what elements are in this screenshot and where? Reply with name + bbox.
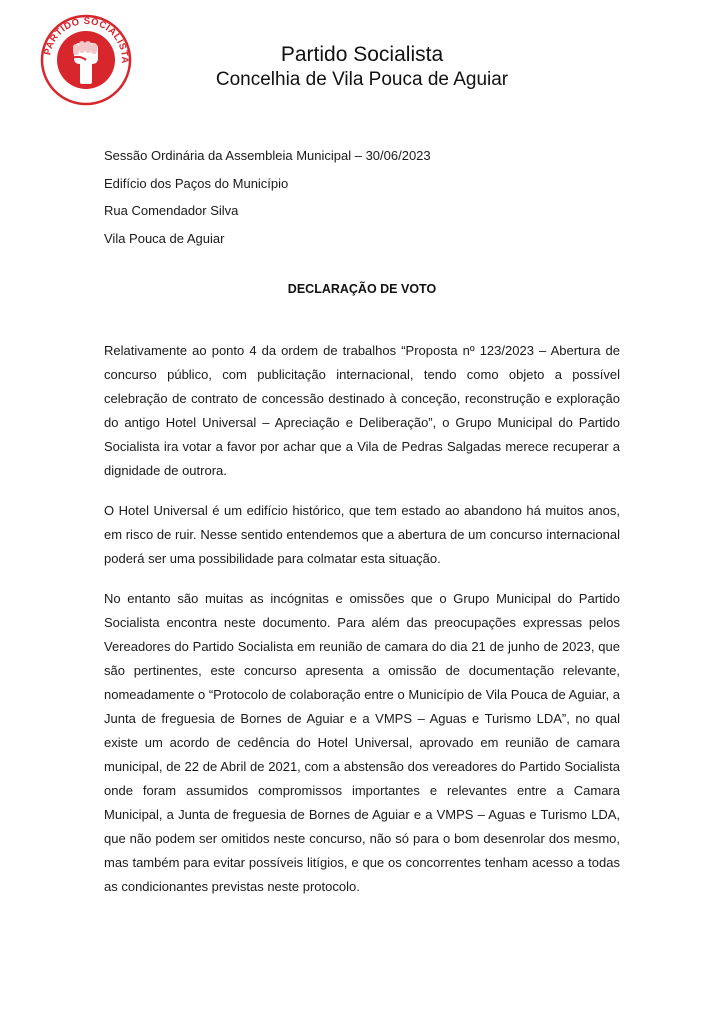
address-line-building: Edifício dos Paços do Município: [104, 175, 289, 191]
address-line-town: Vila Pouca de Aguiar: [104, 230, 225, 246]
party-logo: [40, 14, 132, 106]
branch-name: Concelhia de Vila Pouca de Aguiar: [215, 69, 509, 90]
body-paragraph: No entanto são muitas as incógnitas e omissões que o Grupo Municipal do Partido Socialista encontra neste documento. Para além das preocupações expressas pelos Vereadores do Partido Socialista em reunião de camara do dia 21 de junho de 2023, que são pertinentes, este concurso apresenta a omissão de documentação relevante, nomeadamente o “Protocolo de colaboração entre o Município de Vila Pouca de Aguiar, a Junta de freguesia de Bornes de Aguiar e a VMPS – Aguas e Turismo LDA”, no qual existe um acordo de cedência do Hotel Universal, aprovado em reunião de camara municipal, de 22 de Abril de 2021, com a abstensão dos vereadores do Partido Socialista onde foram assumidos compromissos importantes e relevantes entre a Camara Municipal, a Junta de freguesia de Bornes de Aguiar e a VMPS – Aguas e Turismo LDA, que não podem ser omitidos neste concurso, não só para o bom desenrolar dos mesmo, mas também para evitar possíveis litígios, e que os concorrentes tenham acesso a todas as condicionantes previstas neste protocolo.: [104, 591, 620, 894]
address-line-session: Sessão Ordinária da Assembleia Municipal – 30/06/2023: [104, 148, 431, 163]
address-block: [104, 142, 624, 252]
document-body: [104, 339, 620, 915]
organization-name: Partido Socialista: [280, 43, 444, 66]
letterhead: [150, 42, 574, 92]
body-paragraph: Relativamente ao ponto 4 da ordem de trabalhos “Proposta nº 123/2023 – Abertura de concurso público, com publicitação internacional, tendo como objeto a possível celebração de contrato de concessão destinado à conceção, reconstrução e exploração do antigo Hotel Universal – Apreciação e Deliberação”, o Grupo Municipal do Partido Socialista ira votar a favor por achar que a Vila de Pedras Salgadas merece recuperar a dignidade de outrora.: [104, 343, 620, 478]
document-title: DECLARAÇÃO DE VOTO: [287, 282, 437, 296]
body-paragraph: O Hotel Universal é um edifício histórico, que tem estado ao abandono há muitos anos, em risco de ruir. Nesse sentido entendemos que a abertura de um concurso internacional poderá ser uma possibilidade para colmatar esta situação.: [104, 503, 620, 566]
address-line-street: Rua Comendador Silva: [104, 203, 239, 218]
logo-text: PARTIDO SOCIALISTA: [42, 15, 131, 65]
